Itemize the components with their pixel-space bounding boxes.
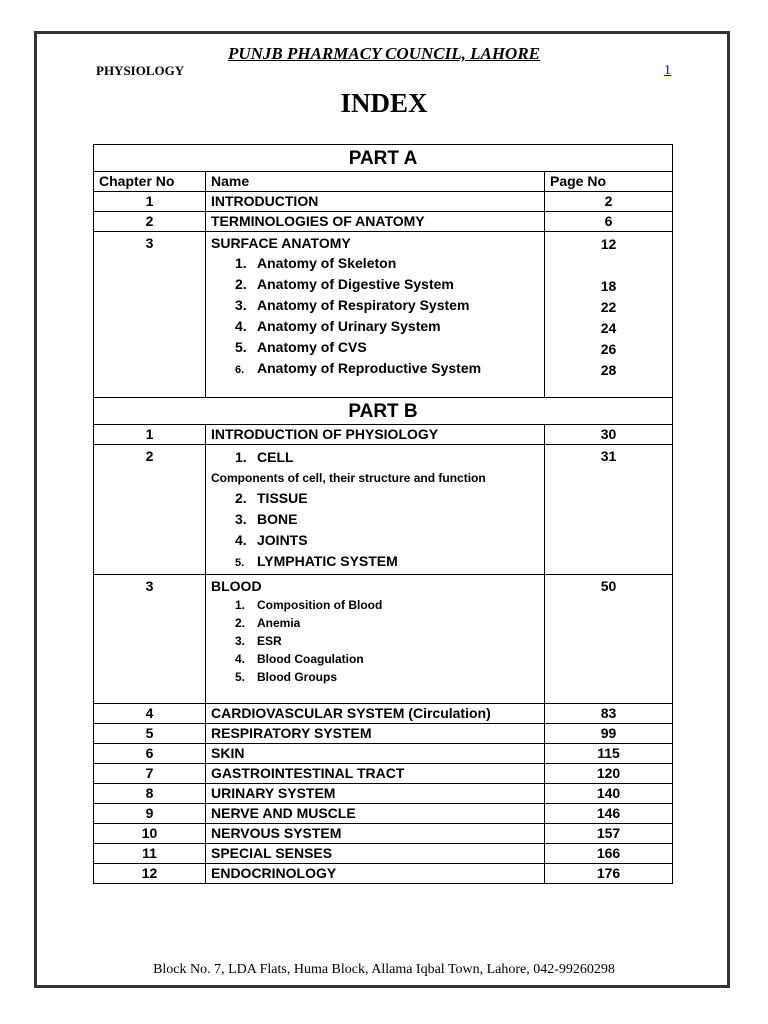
item-name: Anatomy of CVS bbox=[257, 339, 367, 355]
page-cell: 6 bbox=[545, 212, 673, 232]
chapter-cell: 12 bbox=[94, 864, 206, 884]
chapter-cell: 4 bbox=[94, 704, 206, 724]
item-number: 2. bbox=[235, 490, 247, 506]
table-row bbox=[94, 704, 673, 724]
list-item bbox=[211, 295, 539, 316]
chapter-cell: 1 bbox=[94, 425, 206, 445]
section-name: BLOOD bbox=[211, 578, 262, 594]
name-cell: INTRODUCTION OF PHYSIOLOGY bbox=[206, 425, 545, 445]
item-number: 3. bbox=[235, 297, 247, 313]
list-item bbox=[211, 596, 539, 614]
item-name: Composition of Blood bbox=[257, 598, 383, 612]
item-name: Blood Coagulation bbox=[257, 652, 364, 666]
list-item bbox=[211, 551, 539, 574]
item-number: 2. bbox=[235, 276, 247, 292]
chapter-cell: 6 bbox=[94, 744, 206, 764]
page-value: 26 bbox=[600, 341, 617, 357]
page-number-link[interactable]: 1 bbox=[664, 63, 671, 78]
item-number: 1. bbox=[235, 255, 247, 271]
name-cell: INTRODUCTION bbox=[206, 192, 545, 212]
name-cell: ENDOCRINOLOGY bbox=[206, 864, 545, 884]
table-row bbox=[94, 575, 673, 704]
table-row bbox=[94, 844, 673, 864]
item-number: 1. bbox=[235, 449, 247, 465]
item-name: Anatomy of Respiratory System bbox=[257, 297, 470, 313]
table-row bbox=[94, 764, 673, 784]
section-name: SURFACE ANATOMY bbox=[211, 235, 351, 251]
cell-note: Components of cell, their structure and function bbox=[211, 471, 486, 485]
table-row bbox=[94, 445, 673, 575]
list-item bbox=[211, 316, 539, 337]
chapter-cell: 2 bbox=[94, 445, 206, 575]
page-cell: 2 bbox=[545, 192, 673, 212]
page-cell: 99 bbox=[545, 724, 673, 744]
chapter-cell: 1 bbox=[94, 192, 206, 212]
list-item bbox=[211, 530, 539, 551]
list-item bbox=[211, 447, 539, 468]
list-item bbox=[211, 358, 539, 381]
page-cell: 30 bbox=[545, 425, 673, 445]
page-cell: 50 bbox=[545, 575, 673, 704]
item-number: 3. bbox=[235, 634, 246, 648]
name-cell: URINARY SYSTEM bbox=[206, 784, 545, 804]
table-row bbox=[94, 824, 673, 844]
table-row bbox=[94, 192, 673, 212]
name-cell: CARDIOVASCULAR SYSTEM (Circulation) bbox=[206, 704, 545, 724]
item-number: 5. bbox=[235, 670, 246, 684]
name-cell: NERVE AND MUSCLE bbox=[206, 804, 545, 824]
chapter-cell: 5 bbox=[94, 724, 206, 744]
name-cell: GASTROINTESTINAL TRACT bbox=[206, 764, 545, 784]
page-cell: 115 bbox=[545, 744, 673, 764]
chapter-cell: 11 bbox=[94, 844, 206, 864]
name-cell: SPECIAL SENSES bbox=[206, 844, 545, 864]
list-item bbox=[211, 650, 539, 668]
name-cell: RESPIRATORY SYSTEM bbox=[206, 724, 545, 744]
footer-address: Block No. 7, LDA Flats, Huma Block, Allama Iqbal Town, Lahore, 042-99260298 bbox=[153, 962, 615, 977]
page-cell: 31 bbox=[545, 445, 673, 575]
list-item bbox=[211, 337, 539, 358]
list-item bbox=[211, 509, 539, 530]
page-cell: 146 bbox=[545, 804, 673, 824]
list-item bbox=[211, 614, 539, 632]
item-number: 2. bbox=[235, 616, 246, 630]
item-number: 4. bbox=[235, 532, 247, 548]
table-row bbox=[94, 784, 673, 804]
item-name: ESR bbox=[257, 634, 282, 648]
item-number: 4. bbox=[235, 318, 247, 334]
item-name: TISSUE bbox=[257, 490, 308, 506]
item-name: BONE bbox=[257, 511, 298, 527]
page-value: 22 bbox=[600, 299, 617, 315]
item-name: JOINTS bbox=[257, 532, 308, 548]
name-cell: SKIN bbox=[206, 744, 545, 764]
part-a-title: PART A bbox=[94, 145, 673, 172]
chapter-cell: 9 bbox=[94, 804, 206, 824]
name-cell bbox=[206, 445, 545, 575]
chapter-cell: 8 bbox=[94, 784, 206, 804]
item-number: 3. bbox=[235, 511, 247, 527]
chapter-cell: 3 bbox=[94, 232, 206, 398]
item-name: Anatomy of Skeleton bbox=[257, 255, 397, 271]
page-cell: 83 bbox=[545, 704, 673, 724]
item-name: Anatomy of Digestive System bbox=[257, 276, 454, 292]
table-row bbox=[94, 804, 673, 824]
item-number: 4. bbox=[235, 652, 246, 666]
index-title: INDEX bbox=[340, 88, 428, 118]
page-cell: 140 bbox=[545, 784, 673, 804]
page-cell: 120 bbox=[545, 764, 673, 784]
col-page-header: Page No bbox=[545, 172, 673, 192]
name-cell: TERMINOLOGIES OF ANATOMY bbox=[206, 212, 545, 232]
col-name-header: Name bbox=[206, 172, 545, 192]
item-number: 6. bbox=[235, 364, 245, 376]
list-item bbox=[211, 632, 539, 650]
page-cell: 157 bbox=[545, 824, 673, 844]
page-cell: 166 bbox=[545, 844, 673, 864]
page-cell bbox=[545, 232, 673, 398]
item-name: Anemia bbox=[257, 616, 301, 630]
page-value: 12 bbox=[600, 236, 617, 252]
council-heading: PUNJB PHARMACY COUNCIL, LAHORE bbox=[227, 44, 541, 63]
column-header-row bbox=[94, 172, 673, 192]
chapter-cell: 3 bbox=[94, 575, 206, 704]
table-row bbox=[94, 724, 673, 744]
table-row bbox=[94, 744, 673, 764]
item-number: 5. bbox=[235, 557, 245, 569]
part-b-title: PART B bbox=[94, 398, 673, 425]
item-name: CELL bbox=[257, 449, 294, 465]
list-item bbox=[211, 274, 539, 295]
table-row bbox=[94, 212, 673, 232]
chapter-cell: 10 bbox=[94, 824, 206, 844]
table-row bbox=[94, 232, 673, 398]
page-value: 28 bbox=[600, 362, 617, 378]
item-name: LYMPHATIC SYSTEM bbox=[257, 553, 398, 569]
table-row bbox=[94, 864, 673, 884]
list-item bbox=[211, 253, 539, 274]
item-name: Anatomy of Reproductive System bbox=[257, 360, 482, 376]
page-value: 18 bbox=[600, 278, 617, 294]
item-number: 1. bbox=[235, 598, 246, 612]
index-table bbox=[93, 144, 673, 884]
part-b-header-row bbox=[94, 398, 673, 425]
col-chapter-header: Chapter No bbox=[94, 172, 206, 192]
name-cell: NERVOUS SYSTEM bbox=[206, 824, 545, 844]
table-row bbox=[94, 425, 673, 445]
page-cell: 176 bbox=[545, 864, 673, 884]
part-a-header-row bbox=[94, 145, 673, 172]
item-number: 5. bbox=[235, 339, 247, 355]
name-cell bbox=[206, 575, 545, 704]
chapter-cell: 2 bbox=[94, 212, 206, 232]
item-name: Anatomy of Urinary System bbox=[257, 318, 441, 334]
page-value: 24 bbox=[600, 320, 617, 336]
name-cell bbox=[206, 232, 545, 398]
chapter-cell: 7 bbox=[94, 764, 206, 784]
list-item bbox=[211, 488, 539, 509]
page-value bbox=[550, 255, 667, 276]
list-item bbox=[211, 668, 539, 686]
subject-label: PHYSIOLOGY bbox=[96, 63, 185, 78]
item-name: Blood Groups bbox=[257, 670, 337, 684]
